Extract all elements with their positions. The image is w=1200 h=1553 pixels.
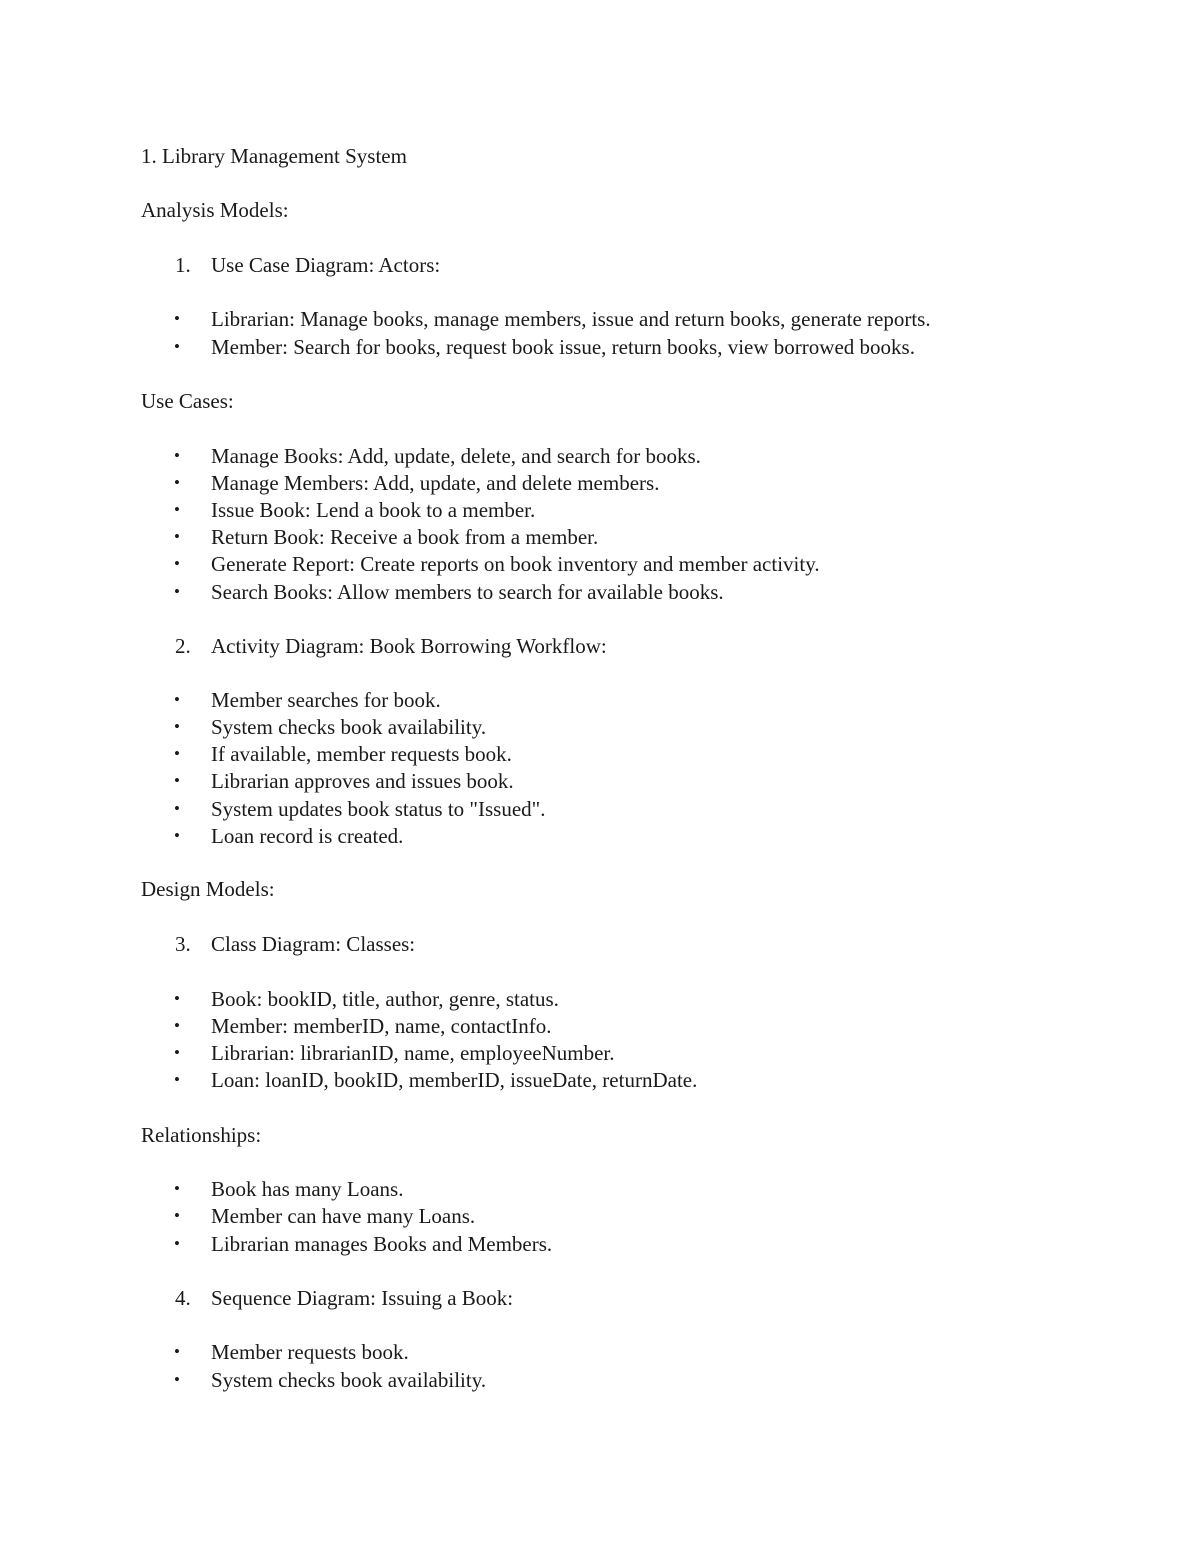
list-item-text: Member searches for book. [211,688,441,712]
list-item-text: System checks book availability. [211,715,487,739]
bullet-icon: • [174,337,180,356]
list-item-text: Manage Members: Add, update, and delete members. [211,471,660,495]
list-item-text: Generate Report: Create reports on book inventory and member activity. [211,552,820,576]
bullet-icon: • [174,446,180,465]
relationships-heading: Relationships: [141,1123,262,1147]
list-item-text: Manage Books: Add, update, delete, and search for books. [211,444,701,468]
list-item-text: Loan: loanID, bookID, memberID, issueDate, returnDate. [211,1068,698,1092]
bullet-icon: • [174,473,180,492]
list-item-text: Issue Book: Lend a book to a member. [211,498,536,522]
use-cases-heading: Use Cases: [141,389,234,413]
bullet-icon: • [174,309,180,328]
list-item-text: Search Books: Allow members to search for available books. [211,580,724,604]
design-models-heading: Design Models: [141,877,275,901]
bullet-icon: • [174,582,180,601]
bullet-icon: • [174,1342,180,1361]
bullet-icon: • [174,554,180,573]
bullet-icon: • [174,717,180,736]
list-item-text: System updates book status to "Issued". [211,797,546,821]
list-number: 4. [175,1286,191,1310]
list-number: 1. [175,253,191,277]
list-item-text: If available, member requests book. [211,742,512,766]
analysis-models-heading: Analysis Models: [141,198,289,222]
bullet-icon: • [174,771,180,790]
list-item-text: Librarian manages Books and Members. [211,1232,553,1256]
bullet-icon: • [174,1234,180,1253]
list-number: 3. [175,932,191,956]
bullet-icon: • [174,826,180,845]
bullet-icon: • [174,500,180,519]
list-item-text: System checks book availability. [211,1368,487,1392]
document-title: 1. Library Management System [141,144,407,168]
list-item-text: Sequence Diagram: Issuing a Book: [211,1286,514,1310]
list-item-text: Activity Diagram: Book Borrowing Workflow: [211,634,607,658]
list-item-text: Librarian approves and issues book. [211,769,514,793]
bullet-icon: • [174,989,180,1008]
list-item-text: Member: memberID, name, contactInfo. [211,1014,552,1038]
bullet-icon: • [174,799,180,818]
bullet-icon: • [174,1016,180,1035]
list-item-text: Librarian: Manage books, manage members, issue and return books, generate reports. [211,307,931,331]
bullet-icon: • [174,690,180,709]
list-item-text: Loan record is created. [211,824,404,848]
list-item-text: Member requests book. [211,1340,409,1364]
list-item-text: Book has many Loans. [211,1177,404,1201]
bullet-icon: • [174,1370,180,1389]
list-item-text: Member can have many Loans. [211,1204,476,1228]
bullet-icon: • [174,1179,180,1198]
bullet-icon: • [174,1206,180,1225]
list-item-text: Use Case Diagram: Actors: [211,253,441,277]
list-item-text: Class Diagram: Classes: [211,932,416,956]
list-item-text: Return Book: Receive a book from a member. [211,525,599,549]
list-number: 2. [175,634,191,658]
bullet-icon: • [174,1043,180,1062]
bullet-icon: • [174,527,180,546]
bullet-icon: • [174,1070,180,1089]
list-item-text: Book: bookID, title, author, genre, status. [211,987,559,1011]
bullet-icon: • [174,744,180,763]
list-item-text: Librarian: librarianID, name, employeeNumber. [211,1041,615,1065]
list-item-text: Member: Search for books, request book issue, return books, view borrowed books. [211,335,915,359]
